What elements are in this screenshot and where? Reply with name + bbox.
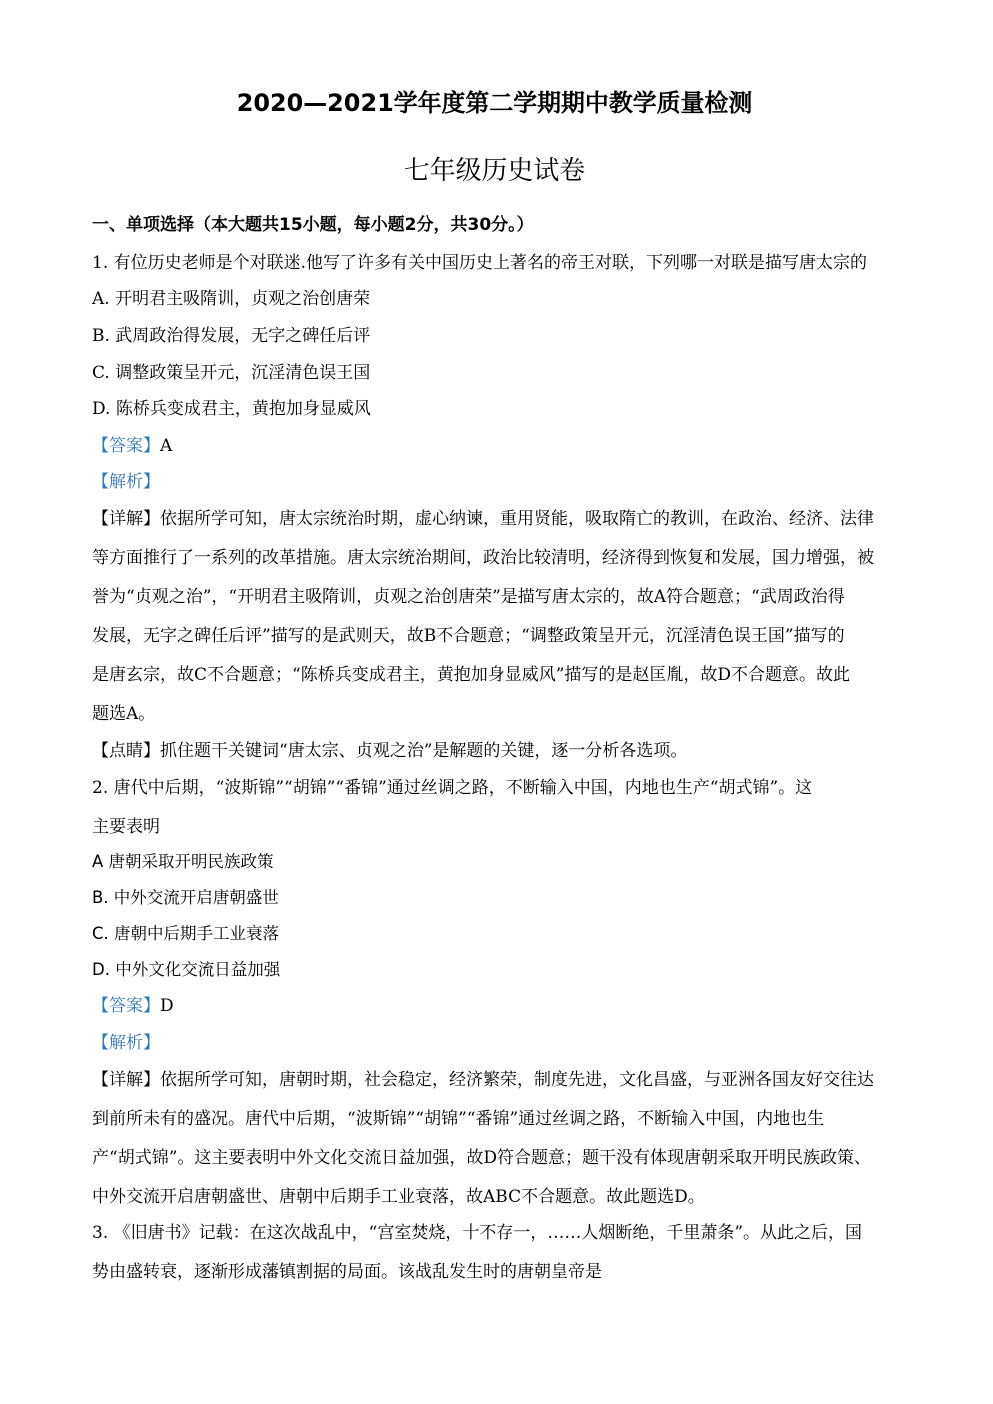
q1-answer-value: A	[160, 436, 173, 456]
q1-analysis-tag: 【解析】	[92, 472, 160, 492]
q2-answer	[92, 998, 174, 1015]
q3-stem-line-1: 3. 《旧唐书》记载：在这次战乱中，“宫室焚烧，十不存一，……人烟断绝，千里萧条”。从此之后，国	[92, 1223, 863, 1243]
q1-detail-line-1	[92, 511, 874, 528]
q2-answer-value: D	[160, 996, 174, 1016]
q1-stem: 1. 有位历史老师是个对联迷.他写了许多有关中国历史上著名的帝王对联，下列哪一对联是描写唐太宗的	[92, 253, 868, 273]
q2-option-c: C. 唐朝中后期手工业衰落	[92, 924, 280, 943]
q1-detail-line-6: 题选A。	[92, 704, 156, 724]
exam-subtitle: 七年级历史试卷	[403, 156, 586, 186]
exam-title: 2020—2021学年度第二学期期中教学质量检测	[236, 89, 753, 117]
q2-option-a: A 唐朝采取开明民族政策	[92, 852, 274, 871]
q1-detail-line-4: 发展，无字之碑任后评”描写的是武则天，故B不合题意；“调整政策呈开元，沉淫清色误王国”描写的	[92, 626, 845, 646]
q3-stem-line-2: 势由盛转衰，逐渐形成藩镇割据的局面。该战乱发生时的唐朝皇帝是	[92, 1262, 602, 1282]
q2-stem-line-1: 2. 唐代中后期，“波斯锦”“胡锦”“番锦”通过丝调之路，不断输入中国，内地也生产“胡式锦”。这	[92, 778, 813, 798]
q1-point-text: 抓住题干关键词“唐太宗、贞观之治”是解题的关键，逐一分析各选项。	[160, 741, 688, 761]
q1-point	[92, 743, 687, 760]
q1-option-d: D. 陈桥兵变成君主，黄抱加身显威风	[92, 399, 371, 419]
q2-option-d: D. 中外文化交流日益加强	[92, 960, 281, 979]
detail-tag: 【详解】	[92, 509, 160, 529]
q1-answer	[92, 438, 172, 455]
q1-detail-text: 依据所学可知，唐太宗统治时期，虚心纳谏，重用贤能，吸取隋亡的教训，在政治、经济、法律	[160, 509, 874, 529]
q1-detail-line-3: 誉为“贞观之治”，“开明君主吸隋训，贞观之治创唐荣”是描写唐太宗的，故A符合题意；“武周政治得	[92, 587, 845, 607]
q2-analysis-tag: 【解析】	[92, 1033, 160, 1053]
detail-tag: 【详解】	[92, 1070, 160, 1090]
section-heading: 一、单项选择（本大题共15小题，每小题2分，共30分。）	[92, 215, 534, 235]
q2-detail-line-3: 产“胡式锦”。这主要表明中外文化交流日益加强，故D符合题意；题干没有体现唐朝采取开明民族政策、	[92, 1148, 872, 1168]
q2-detail-text: 依据所学可知，唐朝时期，社会稳定，经济繁荣，制度先进，文化昌盛，与亚洲各国友好交往达	[160, 1070, 874, 1090]
point-tag: 【点睛】	[92, 741, 160, 761]
q2-stem-line-2: 主要表明	[92, 817, 160, 837]
q1-option-c: C. 调整政策呈开元，沉淫清色误王国	[92, 363, 371, 383]
q2-option-b: B. 中外交流开启唐朝盛世	[92, 888, 279, 907]
q2-detail-line-2: 到前所未有的盛况。唐代中后期，“波斯锦”“胡锦”“番锦”通过丝调之路，不断输入中国，内地也生	[92, 1109, 825, 1129]
answer-tag: 【答案】	[92, 436, 160, 456]
q1-option-b: B. 武周政治得发展，无字之碑任后评	[92, 326, 371, 346]
q1-option-a: A. 开明君主吸隋训，贞观之治创唐荣	[92, 289, 371, 309]
q2-detail-line-1	[92, 1072, 874, 1089]
answer-tag: 【答案】	[92, 996, 160, 1016]
q2-detail-line-4: 中外交流开启唐朝盛世、唐朝中后期手工业衰落，故ABC不合题意。故此题选D。	[92, 1187, 705, 1207]
q1-detail-line-5: 是唐玄宗，故C不合题意；“陈桥兵变成君主，黄抱加身显威风”描写的是赵匡胤，故D不合题意。故此	[92, 665, 851, 685]
q1-detail-line-2: 等方面推行了一系列的改革措施。唐太宗统治期间，政治比较清明，经济得到恢复和发展，国力增强，被	[92, 548, 874, 568]
